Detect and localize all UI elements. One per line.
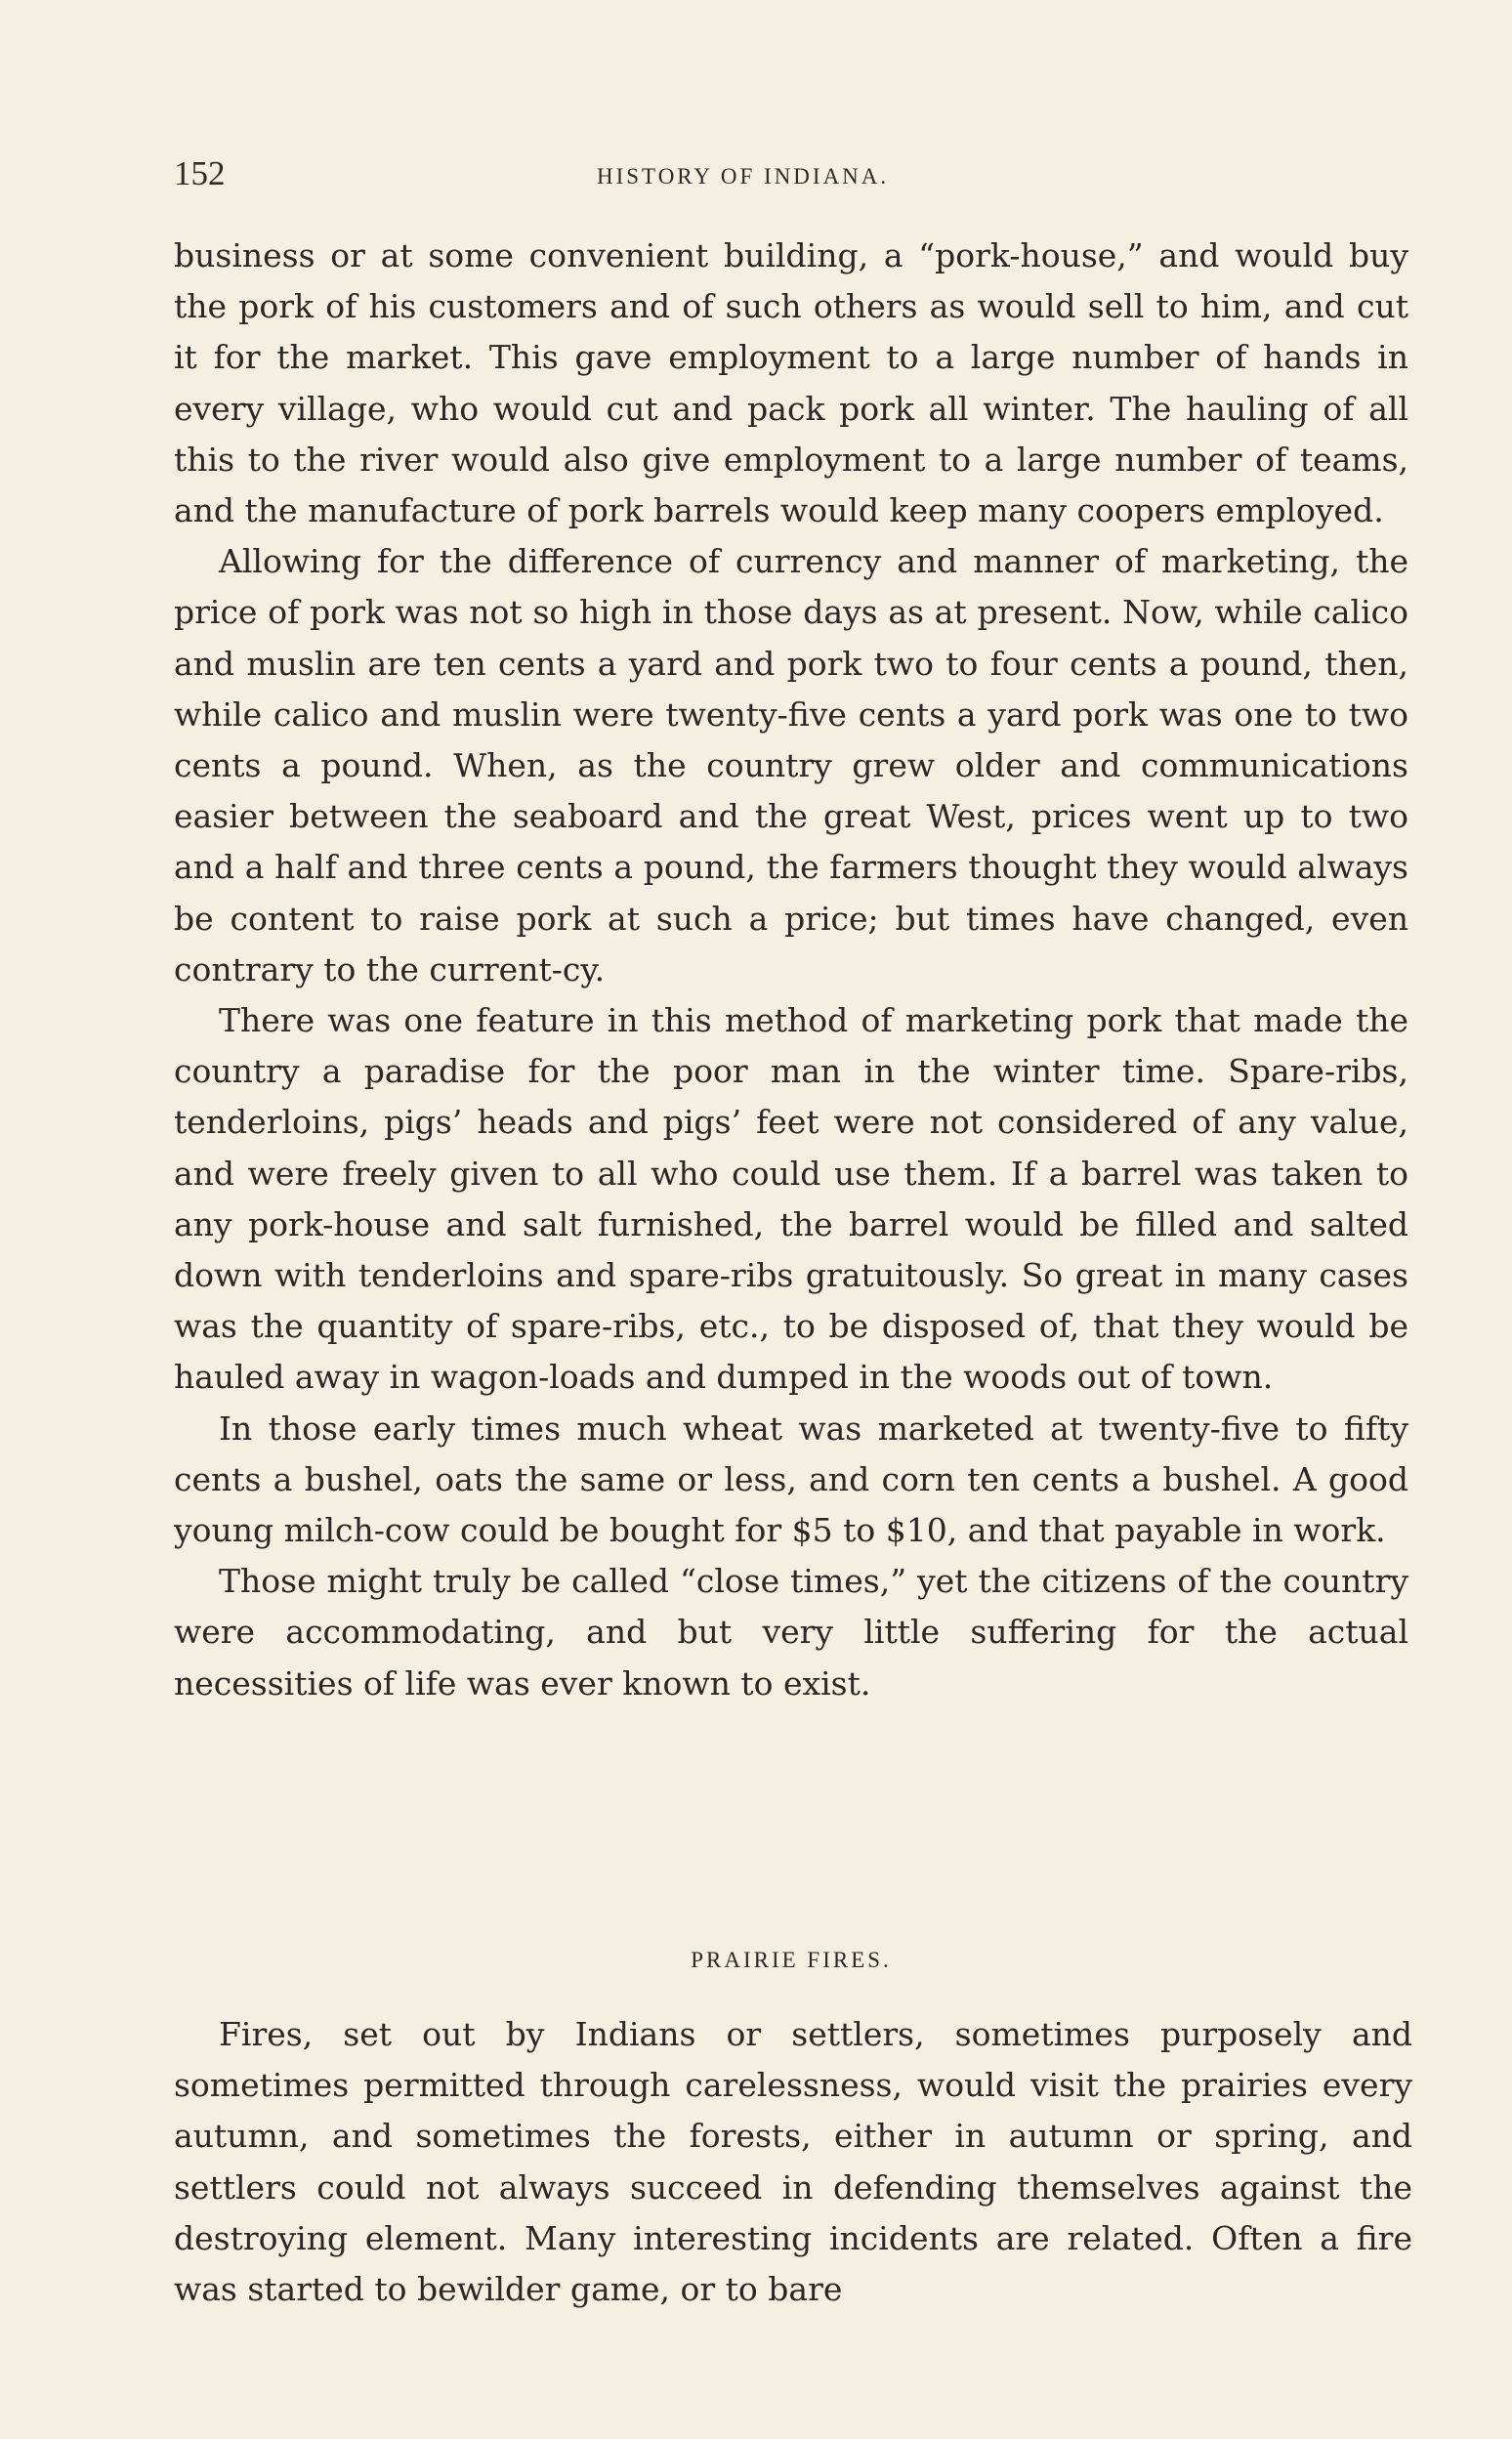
paragraph-close-times: Those might truly be called “close times,” yet the citizens of the country were accommodating, and but very little suffering for the actual necessities of life was ever known to exist. <box>174 1562 1408 1703</box>
section-heading: PRAIRIE FIRES. <box>691 1948 892 1972</box>
paragraph-prices: In those early times much wheat was marketed at twenty-five to fifty cents a bushel, oats the same or less, and corn ten cents a bushel. A good young milch-cow could be bought for $5 to $10, and that payable in work. <box>174 1409 1408 1550</box>
running-title: HISTORY OF INDIANA. <box>597 164 890 189</box>
section-text <box>174 2009 1412 2315</box>
paragraph-currency: Allowing for the difference of currency and manner of marketing, the price of pork was not so high in those days as at present. Now, while calico and muslin are ten cents a yard and pork two to four cents a pound, then, while calico and muslin were twenty-five cents a yard pork was one to two cents a pound. When, as the country grew older and communications easier between the seaboard and the great West, prices went up to two and a half and three cents a pound, the farmers thought they would always be content to raise pork at such a price; but times have changed, even contrary to the current-cy. <box>174 542 1408 988</box>
page-header <box>174 154 1414 203</box>
paragraph-prairie-fires: Fires, set out by Indians or settlers, sometimes purposely and sometimes permitted through carelessness, would visit the prairies every autumn, and sometimes the forests, either in autumn or spring, and settlers could not always succeed in defending themselves against the destroying element. Many interesting incidents are related. Often a fire was started to bewilder game, or to bare <box>174 2015 1412 2309</box>
paragraph-continuation: business or at some convenient building, a “pork-house,” and would buy the pork of his customers and of such others as would sell to him, and cut it for the market. This gave employment to a large number of hands in every village, who would cut and pack pork all winter. The hauling of all this to the river would also give employment to a large number of teams, and the manufacture of pork barrels would keep many coopers employed. <box>174 236 1408 530</box>
paragraph-paradise: There was one feature in this method of marketing pork that made the country a paradise for the poor man in the winter time. Spare-ribs, tenderloins, pigs’ heads and pigs’ feet were not considered of any value, and were freely given to all who could use them. If a barrel was taken to any pork-house and salt furnished, the barrel would be filled and salted down with tenderloins and spare-ribs gratuitously. So great in many cases was the quantity of spare-ribs, etc., to be disposed of, that they would be hauled away in wagon-loads and dumped in the woods out of town. <box>174 1001 1408 1397</box>
main-text <box>174 231 1408 1709</box>
page-number: 152 <box>174 154 226 192</box>
